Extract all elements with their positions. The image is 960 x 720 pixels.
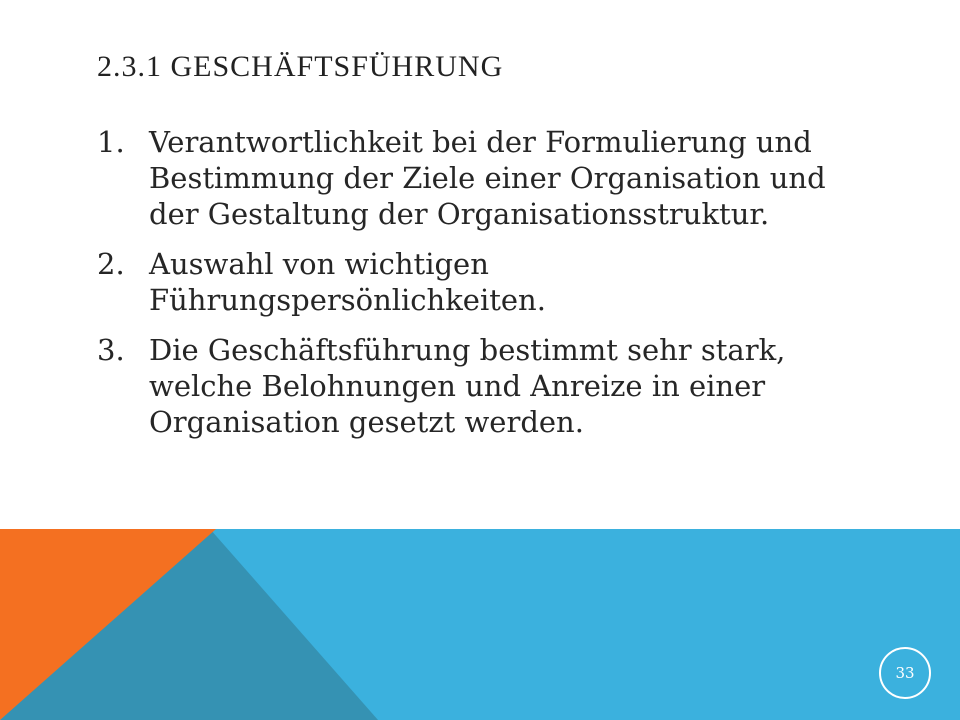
slide-title: 2.3.1 GESCHÄFTSFÜHRUNG <box>97 50 504 83</box>
list-item-number: 1. <box>97 125 125 159</box>
decorative-band <box>0 529 960 720</box>
page-number: 33 <box>895 664 915 682</box>
list-item-text: Auswahl von wichtigen Führungspersönlichkeiten. <box>149 247 546 317</box>
list-item-text: Verantwortlichkeit bei der Formulierung und Bestimmung der Ziele einer Organisation und der Gestaltung der Organisationsstruktur. <box>149 125 826 231</box>
list-item-number: 2. <box>97 247 125 281</box>
list-item <box>97 332 837 440</box>
list-item-text: Die Geschäftsführung bestimmt sehr stark, welche Belohnungen und Anreize in einer Organisation gesetzt werden. <box>149 333 786 439</box>
numbered-list <box>97 124 837 454</box>
list-item-number: 3. <box>97 333 125 367</box>
list-item <box>97 246 837 318</box>
list-item <box>97 124 837 232</box>
page-number-badge <box>879 647 931 699</box>
